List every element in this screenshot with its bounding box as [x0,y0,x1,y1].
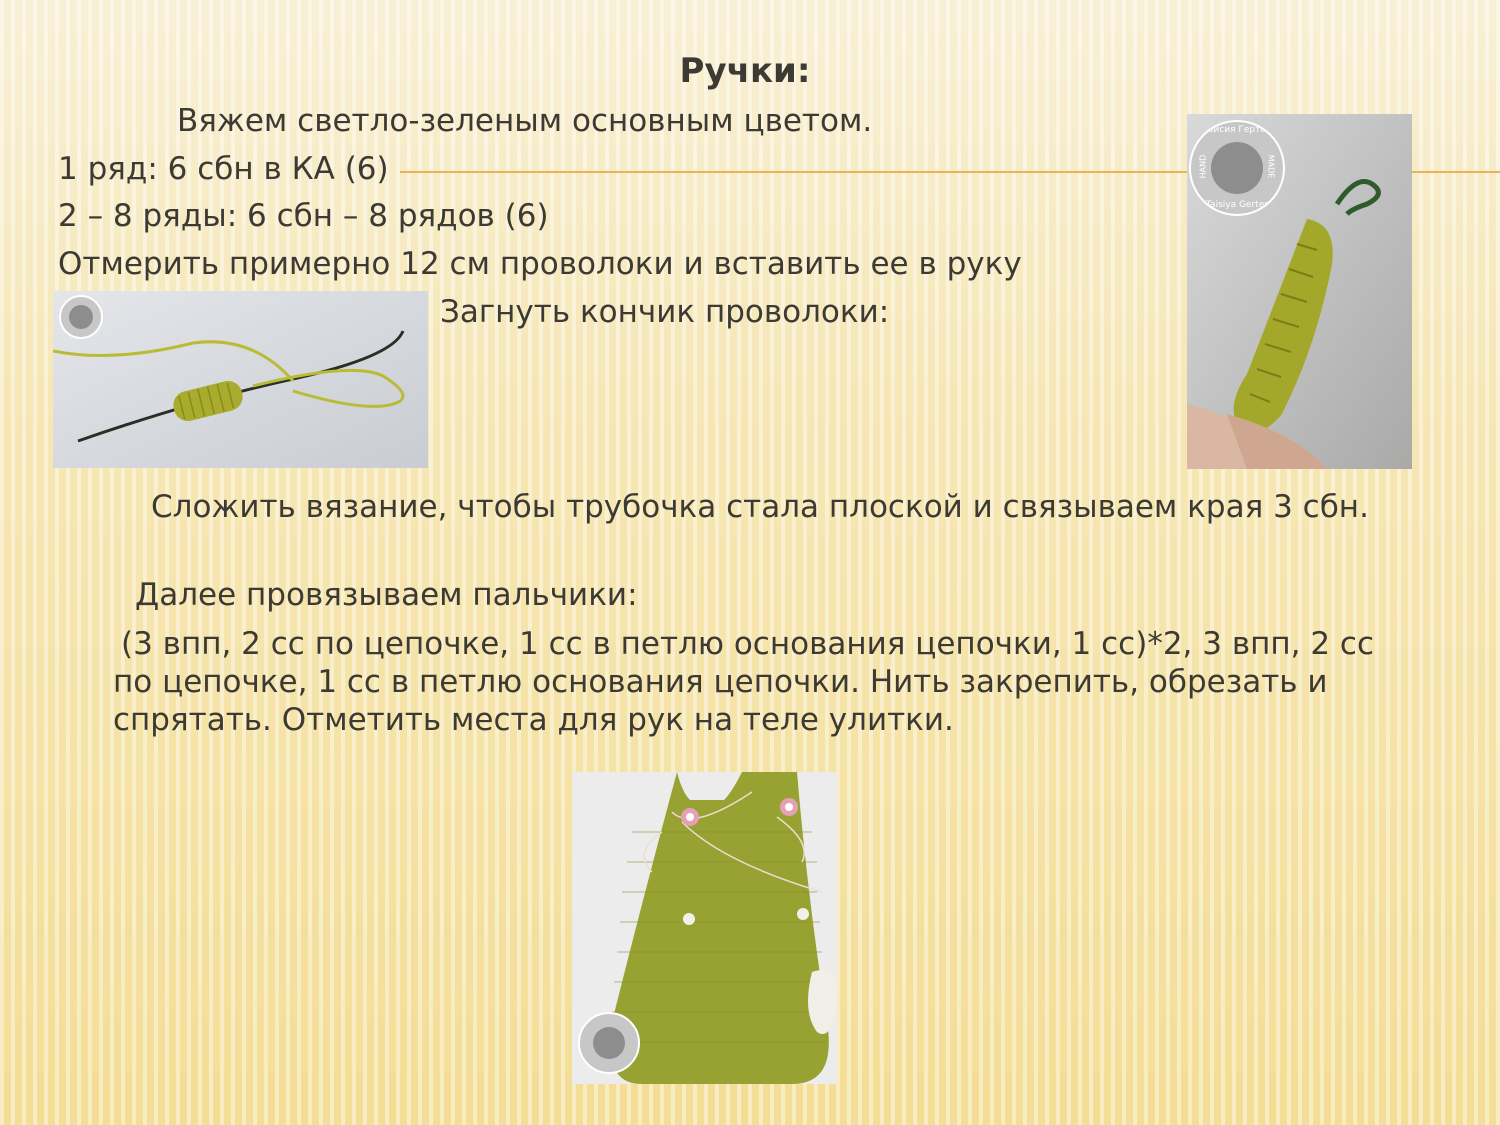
watermark-top-text: Таисия Гертер [1202,125,1272,135]
watermark-logo-snail-icon [578,1012,640,1074]
photo-wire-in-tube-image [53,291,428,468]
paragraph-fold: Сложить вязание, чтобы трубочка стала плоской и связываем края 3 сбн. [151,489,1369,525]
photo-bent-wire-tip [1187,114,1412,469]
instruction-line-3: 2 – 8 ряды: 6 сбн – 8 рядов (6) [58,198,549,234]
watermark-bottom-text: Taisiya Gerter [1206,200,1268,210]
instruction-line-4: Отмерить примерно 12 см проволоки и вставить ее в руку [58,246,1022,282]
watermark-logo-icon [59,295,103,339]
watermark-left-text: HAND [1198,154,1208,179]
instruction-line-5: Загнуть кончик проволоки: [440,294,890,330]
instruction-line-1: Вяжем светло-зеленым основным цветом. [177,103,873,139]
watermark-logo-round-icon [1189,120,1285,216]
photo-wire-in-tube [53,291,428,468]
paragraph-pattern: (3 впп, 2 сс по цепочке, 1 сс в петлю основания цепочки, 1 сс)*2, 3 впп, 2 сс по цепочке, 1 сс в петлю основания цепочки. Нить закрепить, обрезать и спрятать. Отметить места для рук на теле улитки. [113,626,1375,738]
paragraph-fingers: Далее провязываем пальчики: [135,577,638,613]
instruction-line-2: 1 ряд: 6 сбн в КА (6) [58,151,389,187]
slide-title: Ручки: [679,51,811,91]
photo-snail-body [572,772,837,1084]
watermark-right-text: MADE [1266,154,1276,179]
